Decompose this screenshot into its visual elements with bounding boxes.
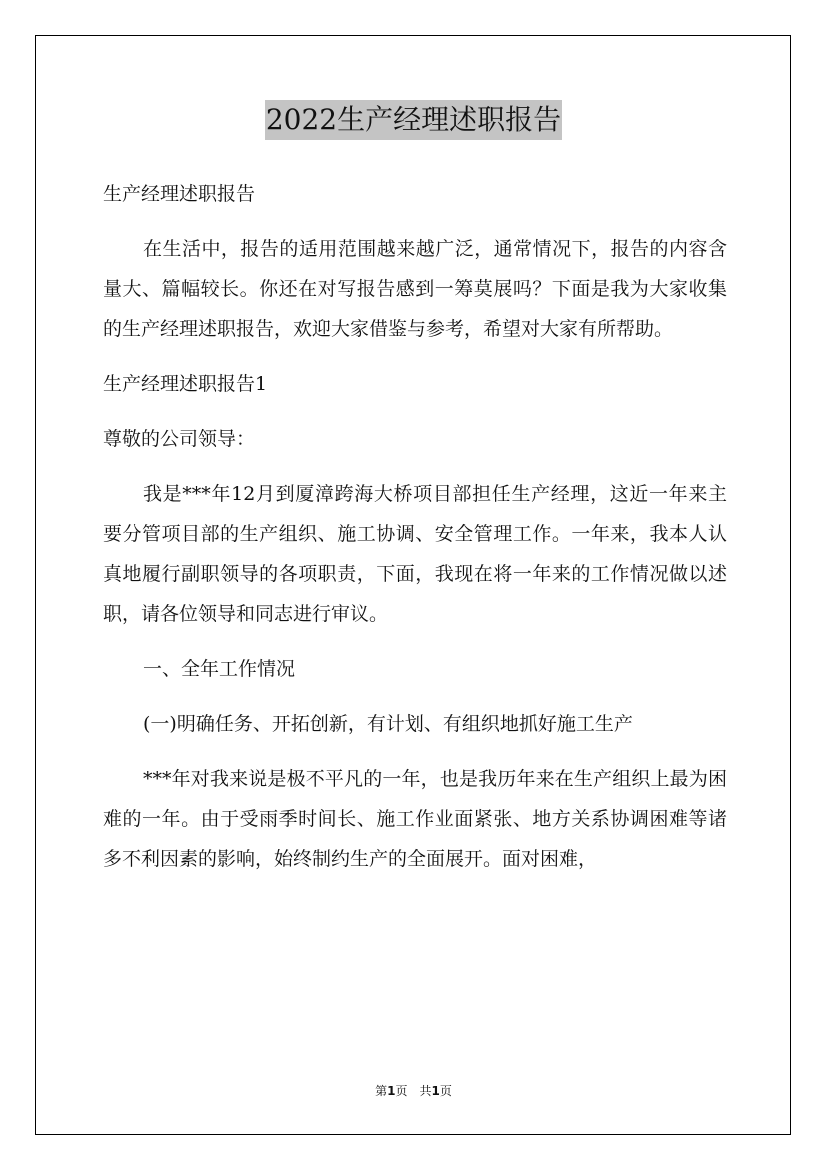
paragraph-section-heading: 一、全年工作情况 (143, 658, 296, 680)
document-title: 2022生产经理述职报告 (265, 100, 562, 140)
paragraph-opening: 我是***年12月到厦漳跨海大桥项目部担任生产经理，这近一年来主要分管项目部的生产组织、施工协调、安全管理工作。一年来，我本人认真地履行副职领导的各项职责，下面，我现在将一年来的工作情况做以述职，请各位领导和同志进行审议。 (103, 483, 727, 625)
footer-page-current: 1 (387, 1084, 396, 1098)
document-body (103, 174, 727, 894)
paragraph-subsection-heading: (一)明确任务、开拓创新，有计划、有组织地抓好施工生产 (143, 713, 633, 735)
page-footer (0, 1083, 827, 1099)
footer-page-total: 1 (431, 1084, 440, 1098)
footer-mid: 页 共 (395, 1084, 432, 1098)
title-container (0, 100, 827, 140)
paragraph-intro: 在生活中，报告的适用范围越来越广泛，通常情况下，报告的内容含量大、篇幅较长。你还在对写报告感到一筹莫展吗？下面是我为大家收集的生产经理述职报告，欢迎大家借鉴与参考，希望对大家有所帮助。 (103, 238, 727, 340)
paragraph-body: ***年对我来说是极不平凡的一年，也是我历年来在生产组织上最为困难的一年。由于受雨季时间长、施工作业面紧张、地方关系协调困难等诸多不利因素的影响，始终制约生产的全面展开。面对困难， (103, 768, 727, 870)
paragraph-salutation: 尊敬的公司领导： (103, 428, 256, 450)
paragraph-report-number: 生产经理述职报告1 (103, 373, 268, 395)
footer-prefix: 第 (375, 1084, 388, 1098)
paragraph-heading: 生产经理述职报告 (103, 183, 256, 205)
footer-suffix: 页 (439, 1084, 452, 1098)
